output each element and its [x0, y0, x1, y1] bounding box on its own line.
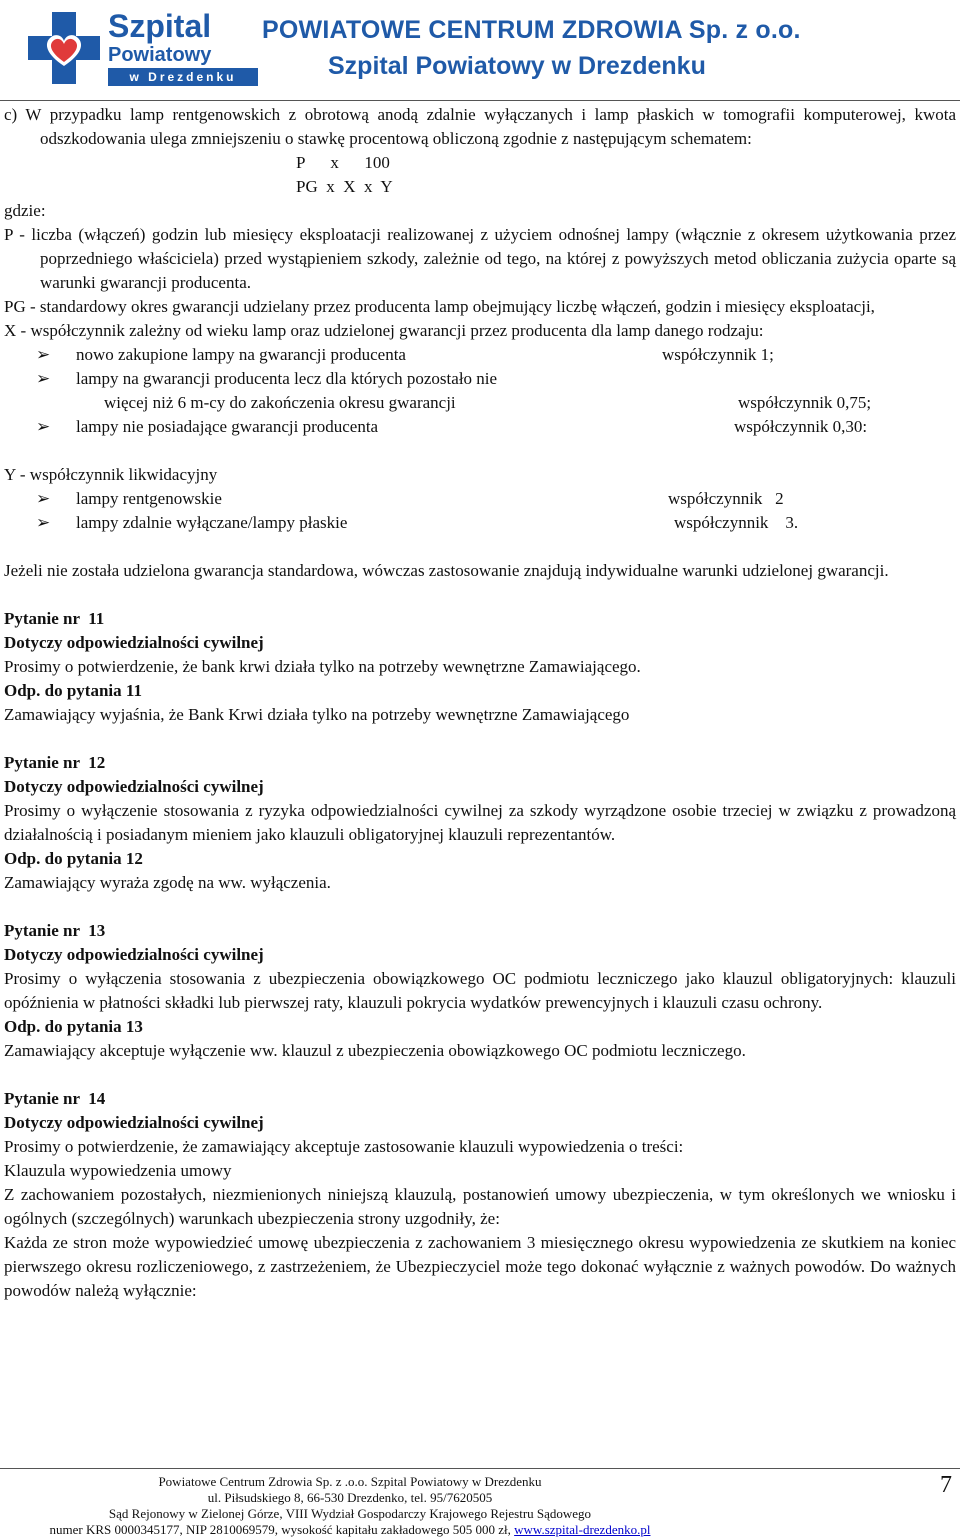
answer-label: Odp. do pytania 13 [4, 1017, 143, 1036]
logo-text-powiatowy: Powiatowy [108, 44, 212, 66]
arrow-bullet-icon: ➢ [36, 417, 51, 436]
list-item [4, 343, 956, 367]
arrow-bullet-icon: ➢ [36, 369, 51, 388]
definition-y: Y - współczynnik likwidacyjny [4, 465, 218, 484]
question-heading: Pytanie nr 14 [4, 1089, 106, 1108]
answer-text: Zamawiający wyjaśnia, że Bank Krwi działa tylko na potrzeby wewnętrzne Zamawiającego [4, 705, 630, 724]
footer-court: Sąd Rejonowy w Zielonej Górze, VIII Wydział Gospodarczy Krajowego Rejestru Sądowego [108, 1506, 592, 1521]
question-text: Prosimy o potwierdzenie, że zamawiający akceptuje zastosowanie klauzuli wypowiedzenia o treści: [4, 1137, 684, 1156]
question-text: Prosimy o potwierdzenie, że bank krwi działa tylko na potrzeby wewnętrzne Zamawiającego. [4, 657, 641, 676]
formula-denominator: PG x X x Y [296, 177, 393, 196]
logo-text-szpital: Szpital [108, 8, 212, 44]
list-item [4, 367, 956, 391]
header-subtitle: Szpital Powiatowy w Drezdenku [328, 52, 706, 80]
arrow-bullet-icon: ➢ [36, 513, 51, 532]
question-topic: Dotyczy odpowiedzialności cywilnej [4, 633, 264, 652]
footer-website-link[interactable]: www.szpital-drezdenko.pl [514, 1522, 651, 1537]
header-title: POWIATOWE CENTRUM ZDROWIA Sp. z o.o. [262, 16, 801, 44]
question-topic: Dotyczy odpowiedzialności cywilnej [4, 777, 264, 796]
question-heading: Pytanie nr 12 [4, 753, 106, 772]
footer-divider [0, 1468, 960, 1469]
paragraph-c: c) W przypadku lamp rentgenowskich z obrotową anodą zdalnie wyłączanych i lamp płaskich w tomografii komputerowej, kwota odszkodowania ulega zmniejszeniu o stawkę procentową obliczoną zgodnie z następującym schematem: [4, 105, 956, 148]
list-item [4, 511, 956, 535]
question-heading: Pytanie nr 11 [4, 609, 105, 628]
footer-address: ul. Piłsudskiego 8, 66-530 Drezdenko, tel. 95/7620505 [207, 1490, 493, 1505]
definition-x: X - współczynnik zależny od wieku lamp oraz udzielonej gwarancji przez producenta dla lamp danego rodzaju: [4, 321, 764, 340]
header-divider [0, 100, 960, 101]
footer-registry [0, 1522, 830, 1538]
letterhead [0, 0, 960, 100]
answer-text: Zamawiający wyraża zgodę na ww. wyłączenia. [4, 873, 331, 892]
definition-pg: PG - standardowy okres gwarancji udzielany przez producenta lamp obejmujący liczbę włączeń, godzin i miesięcy eksploatacji, [4, 297, 875, 316]
footer-registry-text: numer KRS 0000345177, NIP 2810069579, wysokość kapitału zakładowego 505 000 zł, [49, 1522, 515, 1537]
clause-title: Klauzula wypowiedzenia umowy [4, 1161, 232, 1180]
list-item-label: lampy zdalnie wyłączane/lampy płaskie [76, 513, 348, 532]
hospital-logo [24, 6, 237, 86]
list-item-value: współczynnik 2 [668, 489, 784, 508]
list-item-label: lampy na gwarancji producenta lecz dla których pozostało nie [76, 369, 498, 388]
list-item-label: lampy nie posiadające gwarancji producenta [76, 417, 379, 436]
arrow-bullet-icon: ➢ [36, 489, 51, 508]
question-topic: Dotyczy odpowiedzialności cywilnej [4, 1113, 264, 1132]
paragraph-jezeli: Jeżeli nie została udzielona gwarancja standardowa, wówczas zastosowanie znajdują indywidualne warunki udzielonej gwarancji. [4, 561, 889, 580]
list-item-continuation [4, 391, 956, 415]
question-topic: Dotyczy odpowiedzialności cywilnej [4, 945, 264, 964]
answer-label: Odp. do pytania 11 [4, 681, 142, 700]
heart-cross-icon [24, 8, 104, 88]
list-item-value: współczynnik 0,75; [738, 393, 872, 412]
list-item-label: nowo zakupione lampy na gwarancji producenta [76, 345, 406, 364]
list-item-label: więcej niż 6 m-cy do zakończenia okresu gwarancji [104, 393, 456, 412]
clause-paragraph: Z zachowaniem pozostałych, niezmienionych niniejszą klauzulą, postanowień umowy ubezpieczenia, w tym określonych we wniosku i ogólnych (szczególnych) warunkach ubezpieczenia strony uzgodniły, że: [4, 1185, 956, 1228]
definition-p: P - liczba (włączeń) godzin lub miesięcy eksploatacji realizowanej z użyciem odnośnej lampy (włącznie z okresem użytkowania przez poprzedniego właściciela) przed wystąpieniem szkody, zależnie od tego, na której z powyższych metod obliczania zużycia oparte są warunki gwarancji producenta. [4, 225, 956, 292]
formula-numerator: P x 100 [296, 153, 390, 172]
list-item-label: lampy rentgenowskie [76, 489, 222, 508]
logo-text-location: w Drezdenku [108, 68, 258, 86]
gdzie-label: gdzie: [4, 201, 46, 220]
list-item-value: współczynnik 1; [662, 345, 774, 364]
answer-label: Odp. do pytania 12 [4, 849, 143, 868]
arrow-bullet-icon: ➢ [36, 345, 51, 364]
list-item [4, 487, 956, 511]
list-item-value: współczynnik 0,30: [734, 417, 868, 436]
question-text: Prosimy o wyłączenia stosowania z ubezpieczenia obowiązkowego OC podmiotu leczniczego jako klauzul obligatoryjnych: klauzuli opóźnienia w płatności składki lub pierwszej raty, klauzuli pokrycia wydatków prewencyjnych i klauzuli czasu ochrony. [4, 969, 956, 1012]
list-item [4, 415, 956, 439]
answer-text: Zamawiający akceptuje wyłączenie ww. klauzul z ubezpieczenia obowiązkowego OC podmiotu leczniczego. [4, 1041, 746, 1060]
question-text: Prosimy o wyłączenie stosowania z ryzyka odpowiedzialności cywilnej za szkody wyrządzone osobie trzeciej w związku z prowadzoną działalnością i posiadanym mieniem jako klauzuli obligatoryjnej klauzuli reprezentantów. [4, 801, 956, 844]
list-item-value: współczynnik 3. [674, 513, 799, 532]
question-heading: Pytanie nr 13 [4, 921, 106, 940]
clause-paragraph: Każda ze stron może wypowiedzieć umowę ubezpieczenia z zachowaniem 3 miesięcznego okresu wypowiedzenia ze skutkiem na koniec pierwszego okresu rozliczeniowego, z zastrzeżeniem, że Ubezpieczyciel może tego dokonać wyłącznie z ważnych powodów. Do ważnych powodów należą wyłącznie: [4, 1233, 956, 1300]
page-number: 7 [940, 1472, 952, 1498]
footer-company: Powiatowe Centrum Zdrowia Sp. z .o.o. Szpital Powiatowy w Drezdenku [158, 1474, 542, 1489]
document-body [4, 103, 956, 1303]
